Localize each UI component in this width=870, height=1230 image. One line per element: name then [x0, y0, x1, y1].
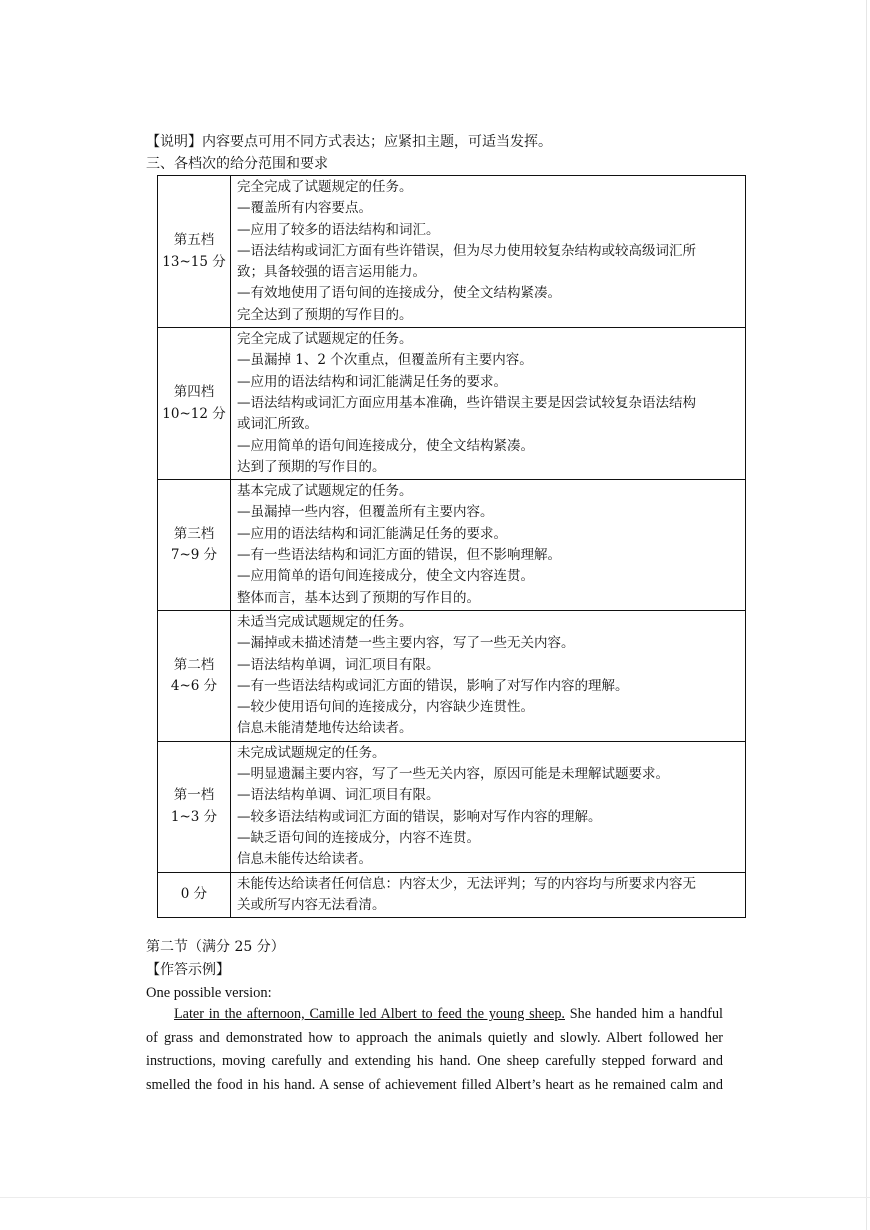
essay-underlined-opening: Later in the afternoon, Camille led Albert to feed the young sheep. [174, 1006, 565, 1022]
requirement-line: 或词汇所致。 [237, 416, 318, 433]
requirement-line: —应用了较多的语法结构和词汇。 [237, 221, 440, 238]
requirement-line: —虽漏掉一些内容，但覆盖所有主要内容。 [237, 504, 494, 521]
grade-row-1 [158, 741, 746, 872]
grade-requirements-cell [231, 872, 746, 918]
requirement-line: 致；具备较强的语言运用能力。 [237, 264, 426, 281]
grade-requirements-cell [231, 480, 746, 611]
grade-name: 第一档 [173, 787, 215, 804]
requirement-line: 整体而言，基本达到了预期的写作目的。 [237, 589, 480, 606]
grade-name: 第三档 [173, 525, 215, 542]
requirement-line: —缺乏语句间的连接成分，内容不连贯。 [237, 829, 480, 846]
note-line: 【说明】内容要点可用不同方式表达；应紧扣主题，可适当发挥。 [146, 134, 552, 150]
grade-row-3 [158, 480, 746, 611]
grade-range: 13~15 分 [162, 253, 226, 270]
essay-line: smelled the food in his hand. A sense of achievement filled Albert’s heart as he remained calm and [146, 1076, 723, 1093]
grading-table [157, 175, 746, 918]
grade-range: 1~3 分 [170, 808, 218, 825]
grade-requirements-cell [231, 328, 746, 480]
requirement-line: —覆盖所有内容要点。 [237, 200, 372, 217]
requirement-line: 未适当完成试题规定的任务。 [237, 613, 413, 630]
requirement-line: —语法结构单调，词汇项目有限。 [237, 656, 440, 673]
page-edge-bottom [0, 1197, 870, 1198]
requirement-line: 完全达到了预期的写作目的。 [237, 306, 413, 323]
grade-label-cell [158, 741, 231, 872]
requirement-line: —应用的语法结构和词汇能满足任务的要求。 [237, 373, 507, 390]
grade-row-0 [158, 872, 746, 918]
essay-text: She handed him a handful [564, 1006, 723, 1022]
grade-label-cell [158, 480, 231, 611]
requirement-line: 基本完成了试题规定的任务。 [237, 483, 413, 500]
grade-name: 第二档 [173, 656, 215, 673]
essay-line: of grass and demonstrated how to approach the animals quietly and slowly. Albert followed her [146, 1029, 723, 1046]
grade-label-cell [158, 610, 231, 741]
requirement-line: —语法结构单调、词汇项目有限。 [237, 787, 440, 804]
requirement-line: 完全完成了试题规定的任务。 [237, 179, 413, 195]
grade-requirements-cell [231, 176, 746, 328]
requirement-line: —较多语法结构或词汇方面的错误，影响对写作内容的理解。 [237, 808, 602, 825]
essay-line [146, 1003, 723, 1027]
essay-line: instructions, moving carefully and extending his hand. One sheep carefully stepped forward and [146, 1053, 723, 1069]
requirement-line: —应用简单的语句间连接成分，使全文内容连贯。 [237, 568, 534, 585]
section-three-title: 三、各档次的给分范围和要求 [146, 156, 328, 172]
grade-label-cell [158, 176, 231, 328]
requirement-line: 未能传达给读者任何信息：内容太少，无法评判；写的内容均与所要求内容无 [237, 875, 696, 892]
grade-range: 10~12 分 [162, 405, 226, 422]
requirement-line: 未完成试题规定的任务。 [237, 744, 386, 761]
grade-label-cell [158, 872, 231, 918]
requirement-line: —虽漏掉 1、2 个次重点，但覆盖所有主要内容。 [237, 352, 533, 369]
section-two-title: 第二节（满分 25 分） [146, 939, 285, 955]
grade-range: 4~6 分 [170, 677, 218, 694]
requirement-line: —漏掉或未描述清楚一些主要内容，写了一些无关内容。 [237, 635, 575, 652]
requirement-line: 完全完成了试题规定的任务。 [237, 331, 413, 348]
grade-name: 第四档 [173, 384, 215, 401]
requirement-line: 信息未能传达给读者。 [237, 851, 372, 868]
requirement-line: —有一些语法结构和词汇方面的错误，但不影响理解。 [237, 547, 561, 564]
requirement-line: —语法结构或词汇方面有些许错误，但为尽力使用较复杂结构或较高级词汇所 [237, 242, 696, 259]
requirement-line: —较少使用语句间的连接成分，内容缺少连贯性。 [237, 699, 534, 716]
requirement-line: 达到了预期的写作目的。 [237, 458, 386, 475]
requirement-line: —应用的语法结构和词汇能满足任务的要求。 [237, 525, 507, 542]
grade-row-5 [158, 176, 746, 328]
requirement-line: 关或所写内容无法看清。 [237, 896, 386, 913]
grade-requirements-cell [231, 610, 746, 741]
sample-essay [146, 1003, 723, 1097]
requirement-line: —应用简单的语句间连接成分，使全文结构紧凑。 [237, 437, 534, 454]
requirement-line: —语法结构或词汇方面应用基本准确，些许错误主要是因尝试较复杂语法结构 [237, 394, 696, 411]
example-heading: 【作答示例】 [146, 962, 230, 978]
grade-range: 7~9 分 [170, 547, 218, 564]
version-label: One possible version: [146, 985, 272, 1001]
grade-range: 0 分 [180, 886, 208, 903]
page-edge-right [866, 0, 867, 1230]
requirement-line: —明显遗漏主要内容，写了一些无关内容，原因可能是未理解试题要求。 [237, 766, 669, 783]
requirement-line: 信息未能清楚地传达给读者。 [237, 720, 413, 737]
grade-name: 第五档 [173, 232, 215, 249]
grade-row-2 [158, 610, 746, 741]
requirement-line: —有一些语法结构或词汇方面的错误，影响了对写作内容的理解。 [237, 677, 629, 694]
requirement-line: —有效地使用了语句间的连接成分，使全文结构紧凑。 [237, 285, 561, 302]
grade-requirements-cell [231, 741, 746, 872]
grade-row-4 [158, 328, 746, 480]
grade-label-cell [158, 328, 231, 480]
